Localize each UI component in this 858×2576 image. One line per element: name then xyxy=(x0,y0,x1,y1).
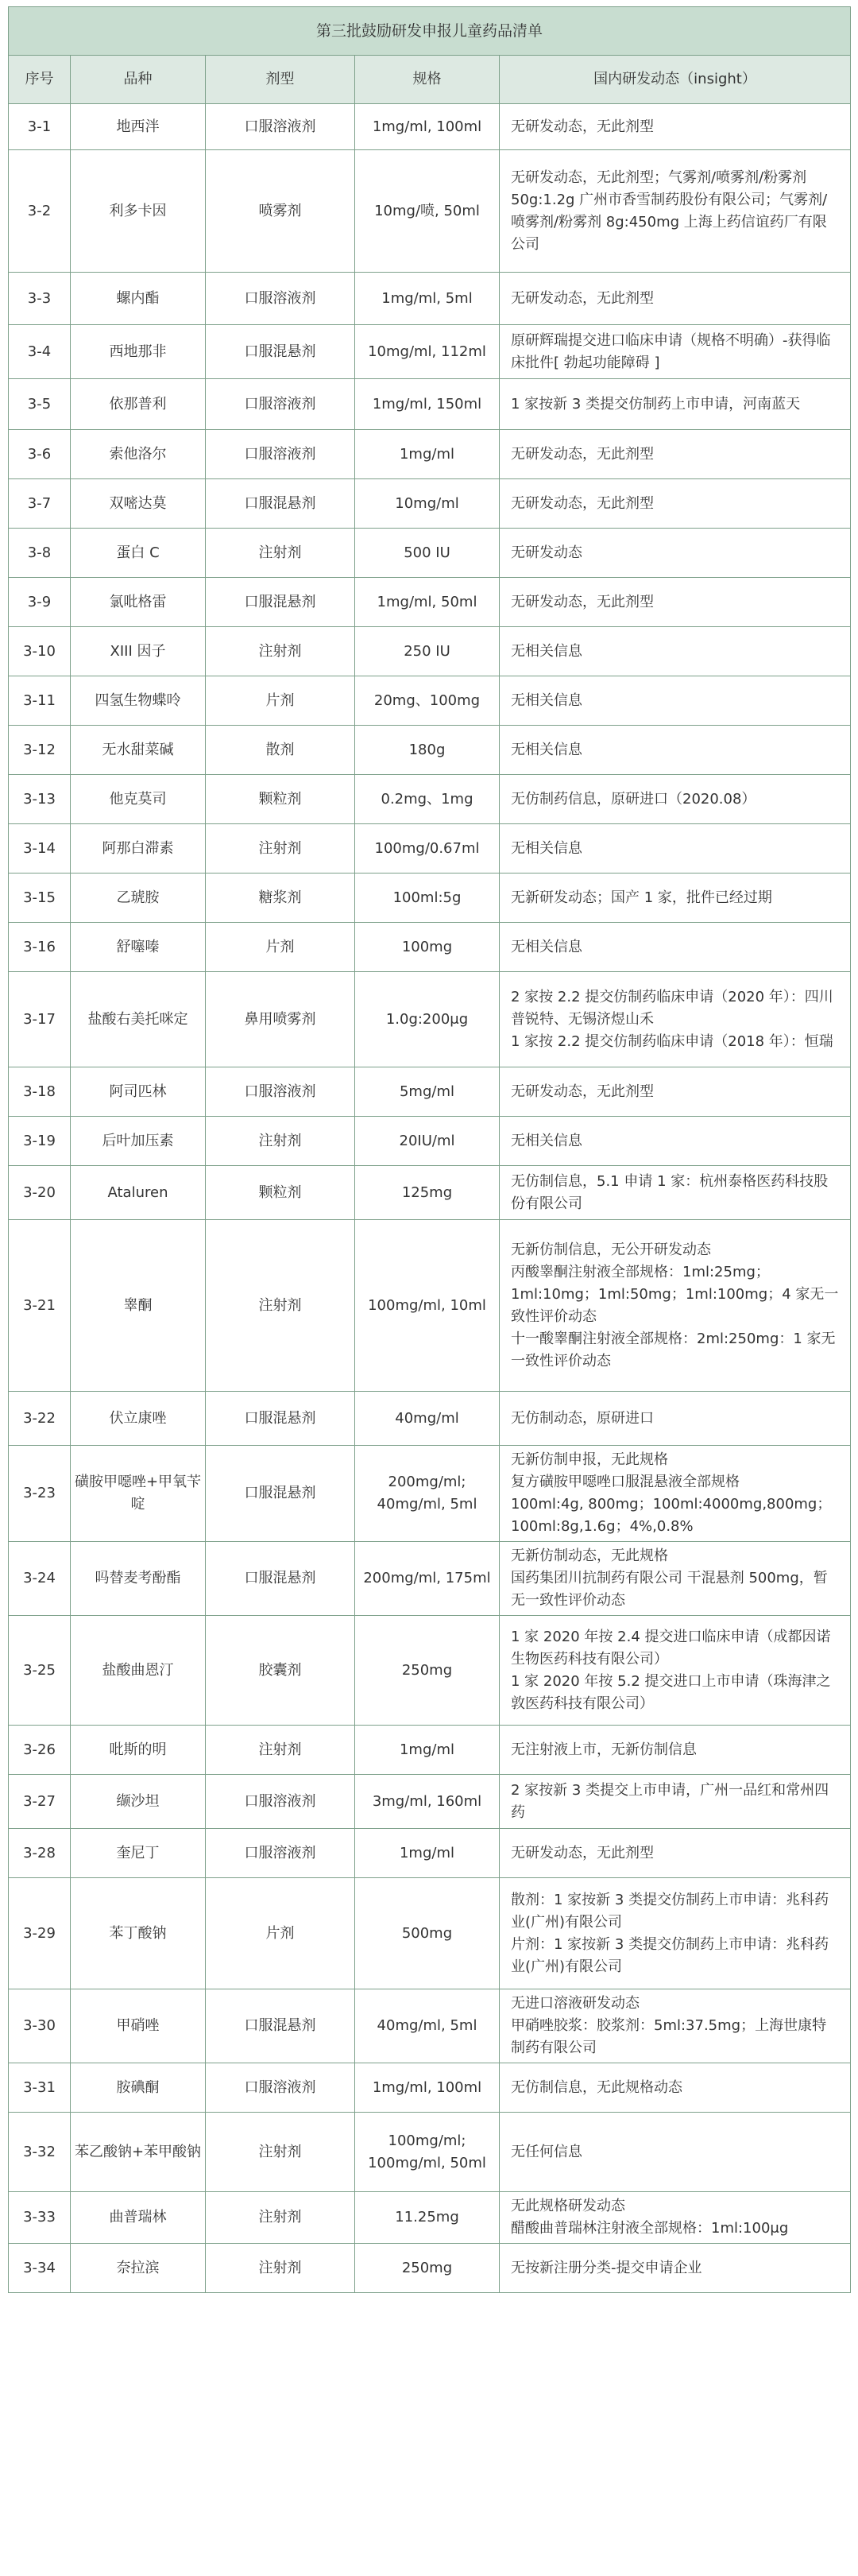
cell-spec: 1.0g:200μg xyxy=(355,972,500,1067)
cell-name: 西地那非 xyxy=(71,325,206,379)
table-row xyxy=(9,1220,851,1392)
cell-form: 散剂 xyxy=(206,726,355,775)
cell-name: 苯乙酸钠+苯甲酸钠 xyxy=(71,2113,206,2192)
cell-insight xyxy=(500,2113,851,2192)
cell-name: 乙琥胺 xyxy=(71,874,206,923)
insight-line: 无相关信息 xyxy=(511,839,582,857)
cell-id: 3-23 xyxy=(9,1446,71,1542)
cell-id: 3-9 xyxy=(9,578,71,627)
cell-id: 3-32 xyxy=(9,2113,71,2192)
cell-insight xyxy=(500,578,851,627)
cell-spec: 3mg/ml, 160ml xyxy=(355,1775,500,1829)
insight-line: 无注射液上市，无新仿制信息 xyxy=(511,1741,697,1758)
cell-name: 苯丁酸钠 xyxy=(71,1878,206,1989)
table-row xyxy=(9,1117,851,1166)
cell-spec: 1mg/ml xyxy=(355,1726,500,1775)
insight-line: 无新仿制信息，无公开研发动态 xyxy=(511,1241,711,1258)
cell-form: 胶囊剂 xyxy=(206,1616,355,1726)
cell-form: 口服混悬剂 xyxy=(206,479,355,529)
cell-id: 3-7 xyxy=(9,479,71,529)
insight-line: 无进口溶液研发动态 xyxy=(511,1995,640,2012)
table-body xyxy=(9,104,851,2293)
table-row xyxy=(9,627,851,676)
cell-name: 蛋白 C xyxy=(71,529,206,578)
cell-insight xyxy=(500,1829,851,1878)
cell-spec: 1mg/ml, 100ml xyxy=(355,2063,500,2113)
cell-id: 3-18 xyxy=(9,1067,71,1117)
cell-id: 3-12 xyxy=(9,726,71,775)
insight-line: 无研发动态，无此剂型；气雾剂/喷雾剂/粉雾剂 50g:1.2g 广州市香雪制药股份有限公司；气雾剂/喷雾剂/粉雾剂 8g:450mg 上海上药信谊药厂有限公司 xyxy=(511,169,828,253)
insight-line: 无此规格研发动态 xyxy=(511,2198,625,2214)
table-row xyxy=(9,1989,851,2063)
table-row xyxy=(9,824,851,874)
insight-line: 无研发动态，无此剂型 xyxy=(511,118,654,135)
cell-insight xyxy=(500,874,851,923)
table-row xyxy=(9,479,851,529)
cell-name: 奈拉滨 xyxy=(71,2244,206,2293)
cell-form: 喷雾剂 xyxy=(206,150,355,273)
header-id: 序号 xyxy=(9,56,71,104)
cell-insight xyxy=(500,430,851,479)
header-insight: 国内研发动态（insight） xyxy=(500,56,851,104)
cell-spec: 40mg/ml xyxy=(355,1392,500,1446)
cell-spec: 180g xyxy=(355,726,500,775)
table-row xyxy=(9,1878,851,1989)
cell-insight xyxy=(500,1392,851,1446)
cell-name: 地西泮 xyxy=(71,104,206,150)
cell-spec: 5mg/ml xyxy=(355,1067,500,1117)
cell-form: 口服溶液剂 xyxy=(206,379,355,430)
cell-name: 伏立康唑 xyxy=(71,1392,206,1446)
insight-line: 散剂：1 家按新 3 类提交仿制药上市申请：兆科药业(广州)有限公司 xyxy=(511,1891,829,1931)
cell-spec: 200mg/ml; 40mg/ml, 5ml xyxy=(355,1446,500,1542)
cell-name: 四氢生物蝶呤 xyxy=(71,676,206,726)
cell-id: 3-15 xyxy=(9,874,71,923)
cell-name: 曲普瑞林 xyxy=(71,2192,206,2244)
table-row xyxy=(9,923,851,972)
cell-id: 3-27 xyxy=(9,1775,71,1829)
cell-spec: 250mg xyxy=(355,2244,500,2293)
table-row xyxy=(9,1166,851,1220)
cell-id: 3-21 xyxy=(9,1220,71,1392)
cell-name: 盐酸曲恩汀 xyxy=(71,1616,206,1726)
cell-form: 注射剂 xyxy=(206,1220,355,1392)
cell-id: 3-1 xyxy=(9,104,71,150)
cell-insight xyxy=(500,775,851,824)
cell-id: 3-29 xyxy=(9,1878,71,1989)
cell-id: 3-24 xyxy=(9,1542,71,1616)
table-row xyxy=(9,1067,851,1117)
cell-name: 甲硝唑 xyxy=(71,1989,206,2063)
cell-spec: 125mg xyxy=(355,1166,500,1220)
cell-form: 片剂 xyxy=(206,1878,355,1989)
table-row xyxy=(9,150,851,273)
cell-id: 3-6 xyxy=(9,430,71,479)
insight-line: 十一酸睾酮注射液全部规格：2ml:250mg：1 家无一致性评价动态 xyxy=(511,1330,836,1369)
cell-name: 利多卡因 xyxy=(71,150,206,273)
insight-line: 无新仿制动态，无此规格 xyxy=(511,1548,668,1564)
cell-insight xyxy=(500,1117,851,1166)
cell-id: 3-34 xyxy=(9,2244,71,2293)
insight-line: 无新仿制申报，无此规格 xyxy=(511,1451,668,1468)
cell-insight xyxy=(500,676,851,726)
cell-name: 胺碘酮 xyxy=(71,2063,206,2113)
table-row xyxy=(9,1726,851,1775)
cell-id: 3-30 xyxy=(9,1989,71,2063)
insight-line: 100ml:4g, 800mg；100ml:4000mg,800mg；100ml:8g,1.6g；4%,0.8% xyxy=(511,1496,832,1535)
insight-line: 1 家按新 3 类提交仿制药上市申请，河南蓝天 xyxy=(511,395,801,413)
cell-form: 注射剂 xyxy=(206,1726,355,1775)
cell-form: 口服溶液剂 xyxy=(206,1775,355,1829)
cell-spec: 1mg/ml, 50ml xyxy=(355,578,500,627)
cell-spec: 500 IU xyxy=(355,529,500,578)
cell-insight xyxy=(500,923,851,972)
cell-form: 口服混悬剂 xyxy=(206,325,355,379)
cell-spec: 1mg/ml xyxy=(355,1829,500,1878)
cell-insight xyxy=(500,972,851,1067)
cell-insight xyxy=(500,824,851,874)
cell-form: 口服溶液剂 xyxy=(206,1829,355,1878)
cell-insight xyxy=(500,2244,851,2293)
cell-form: 口服混悬剂 xyxy=(206,1542,355,1616)
drug-list-table xyxy=(8,6,851,2293)
insight-line: 1 家按 2.2 提交仿制药临床申请（2018 年）：恒瑞 xyxy=(511,1032,833,1050)
cell-spec: 100mg xyxy=(355,923,500,972)
insight-line: 无相关信息 xyxy=(511,1132,582,1149)
cell-insight xyxy=(500,1067,851,1117)
cell-spec: 200mg/ml, 175ml xyxy=(355,1542,500,1616)
cell-id: 3-13 xyxy=(9,775,71,824)
cell-spec: 20IU/ml xyxy=(355,1117,500,1166)
table-row xyxy=(9,529,851,578)
cell-name: 奎尼丁 xyxy=(71,1829,206,1878)
cell-insight xyxy=(500,325,851,379)
insight-line: 无研发动态，无此剂型 xyxy=(511,445,654,463)
insight-line: 2 家按 2.2 提交仿制药临床申请（2020 年）：四川普锐特、无锡济煜山禾 xyxy=(511,988,833,1028)
insight-line: 无新研发动态；国产 1 家，批件已经过期 xyxy=(511,889,772,906)
table-header-row xyxy=(9,56,851,104)
cell-id: 3-26 xyxy=(9,1726,71,1775)
cell-form: 注射剂 xyxy=(206,824,355,874)
cell-form: 鼻用喷雾剂 xyxy=(206,972,355,1067)
cell-insight xyxy=(500,726,851,775)
insight-line: 无仿制信息，无此规格动态 xyxy=(511,2078,682,2096)
cell-form: 糖浆剂 xyxy=(206,874,355,923)
header-spec: 规格 xyxy=(355,56,500,104)
table-row xyxy=(9,1775,851,1829)
cell-spec: 250 IU xyxy=(355,627,500,676)
cell-insight xyxy=(500,150,851,273)
cell-insight xyxy=(500,479,851,529)
cell-name: 他克莫司 xyxy=(71,775,206,824)
insight-line: 无相关信息 xyxy=(511,938,582,955)
table-row xyxy=(9,325,851,379)
cell-id: 3-3 xyxy=(9,273,71,325)
cell-spec: 1mg/ml, 100ml xyxy=(355,104,500,150)
cell-spec: 1mg/ml xyxy=(355,430,500,479)
cell-insight xyxy=(500,2063,851,2113)
cell-id: 3-17 xyxy=(9,972,71,1067)
cell-form: 片剂 xyxy=(206,923,355,972)
cell-insight xyxy=(500,529,851,578)
table-row xyxy=(9,874,851,923)
cell-name: 双嘧达莫 xyxy=(71,479,206,529)
insight-line: 片剂：1 家按新 3 类提交仿制药上市申请：兆科药业(广州)有限公司 xyxy=(511,1935,829,1975)
cell-name: 无水甜菜碱 xyxy=(71,726,206,775)
table-row xyxy=(9,1392,851,1446)
cell-insight xyxy=(500,1989,851,2063)
insight-line: 无研发动态，无此剂型 xyxy=(511,1083,654,1100)
insight-line: 原研辉瑞提交进口临床申请（规格不明确）-获得临床批件[ 勃起功能障碍 ] xyxy=(511,331,831,371)
document-page xyxy=(8,6,850,2293)
cell-form: 口服混悬剂 xyxy=(206,1446,355,1542)
cell-insight xyxy=(500,627,851,676)
insight-line: 无研发动态，无此剂型 xyxy=(511,593,654,610)
table-row xyxy=(9,2192,851,2244)
cell-name: 缬沙坦 xyxy=(71,1775,206,1829)
insight-line: 甲硝唑胶浆：胶浆剂：5ml:37.5mg；上海世康特制药有限公司 xyxy=(511,2017,827,2056)
cell-form: 注射剂 xyxy=(206,1117,355,1166)
insight-line: 无仿制药信息，原研进口（2020.08） xyxy=(511,790,756,808)
cell-id: 3-28 xyxy=(9,1829,71,1878)
cell-form: 口服溶液剂 xyxy=(206,2063,355,2113)
cell-id: 3-11 xyxy=(9,676,71,726)
cell-form: 口服溶液剂 xyxy=(206,1067,355,1117)
cell-name: 盐酸右美托咪定 xyxy=(71,972,206,1067)
cell-form: 注射剂 xyxy=(206,2244,355,2293)
table-row xyxy=(9,2113,851,2192)
cell-name: 阿那白滞素 xyxy=(71,824,206,874)
table-row xyxy=(9,676,851,726)
cell-insight xyxy=(500,1446,851,1542)
cell-id: 3-33 xyxy=(9,2192,71,2244)
insight-line: 1 家 2020 年按 2.4 提交进口临床申请（成都因诺生物医药科技有限公司） xyxy=(511,1628,831,1668)
cell-form: 口服混悬剂 xyxy=(206,578,355,627)
cell-name: 后叶加压素 xyxy=(71,1117,206,1166)
cell-insight xyxy=(500,379,851,430)
header-name: 品种 xyxy=(71,56,206,104)
insight-line: 无仿制动态，原研进口 xyxy=(511,1409,654,1427)
cell-insight xyxy=(500,1726,851,1775)
table-row xyxy=(9,2063,851,2113)
cell-name: 索他洛尔 xyxy=(71,430,206,479)
cell-spec: 1mg/ml, 150ml xyxy=(355,379,500,430)
cell-id: 3-8 xyxy=(9,529,71,578)
cell-id: 3-19 xyxy=(9,1117,71,1166)
insight-line: 无研发动态，无此剂型 xyxy=(511,289,654,307)
cell-spec: 100mg/ml; 100mg/ml, 50ml xyxy=(355,2113,500,2192)
cell-spec: 0.2mg、1mg xyxy=(355,775,500,824)
cell-id: 3-14 xyxy=(9,824,71,874)
cell-spec: 100mg/0.67ml xyxy=(355,824,500,874)
table-row xyxy=(9,379,851,430)
table-row xyxy=(9,104,851,150)
cell-form: 片剂 xyxy=(206,676,355,726)
cell-insight xyxy=(500,273,851,325)
insight-line: 1 家 2020 年按 5.2 提交进口上市申请（珠海津之敦医药科技有限公司） xyxy=(511,1672,831,1712)
insight-line: 无研发动态，无此剂型 xyxy=(511,1844,654,1861)
cell-id: 3-22 xyxy=(9,1392,71,1446)
insight-line: 无任何信息 xyxy=(511,2143,582,2160)
cell-insight xyxy=(500,1878,851,1989)
cell-name: 吗替麦考酚酯 xyxy=(71,1542,206,1616)
cell-insight xyxy=(500,104,851,150)
cell-id: 3-10 xyxy=(9,627,71,676)
table-row xyxy=(9,1542,851,1616)
cell-name: 磺胺甲噁唑+甲氧苄啶 xyxy=(71,1446,206,1542)
insight-line: 无按新注册分类-提交申请企业 xyxy=(511,2259,702,2276)
cell-name: 吡斯的明 xyxy=(71,1726,206,1775)
insight-line: 无研发动态，无此剂型 xyxy=(511,494,654,512)
table-row xyxy=(9,1829,851,1878)
cell-name: 螺内酯 xyxy=(71,273,206,325)
insight-line: 2 家按新 3 类提交上市申请，广州一品红和常州四药 xyxy=(511,1781,829,1821)
cell-spec: 250mg xyxy=(355,1616,500,1726)
cell-id: 3-16 xyxy=(9,923,71,972)
cell-insight xyxy=(500,2192,851,2244)
table-row xyxy=(9,775,851,824)
cell-insight xyxy=(500,1775,851,1829)
cell-name: XIII 因子 xyxy=(71,627,206,676)
table-row xyxy=(9,726,851,775)
cell-form: 颗粒剂 xyxy=(206,775,355,824)
insight-line: 醋酸曲普瑞林注射液全部规格：1ml:100μg xyxy=(511,2220,789,2237)
insight-line: 丙酸睾酮注射液全部规格：1ml:25mg；1ml:10mg；1ml:50mg；1ml:100mg；4 家无一致性评价动态 xyxy=(511,1263,839,1325)
cell-id: 3-20 xyxy=(9,1166,71,1220)
cell-form: 口服混悬剂 xyxy=(206,1989,355,2063)
cell-spec: 10mg/ml, 112ml xyxy=(355,325,500,379)
cell-name: 阿司匹林 xyxy=(71,1067,206,1117)
cell-id: 3-4 xyxy=(9,325,71,379)
cell-form: 注射剂 xyxy=(206,627,355,676)
cell-name: 舒噻嗪 xyxy=(71,923,206,972)
cell-insight xyxy=(500,1220,851,1392)
insight-line: 无相关信息 xyxy=(511,642,582,660)
cell-spec: 100mg/ml, 10ml xyxy=(355,1220,500,1392)
cell-form: 口服混悬剂 xyxy=(206,1392,355,1446)
insight-line: 无仿制信息，5.1 申请 1 家：杭州泰格医药科技股份有限公司 xyxy=(511,1172,829,1212)
insight-line: 国药集团川抗制药有限公司 干混悬剂 500mg，暂无一致性评价动态 xyxy=(511,1570,828,1609)
cell-form: 口服溶液剂 xyxy=(206,104,355,150)
cell-spec: 10mg/喷, 50ml xyxy=(355,150,500,273)
table-row xyxy=(9,578,851,627)
table-row xyxy=(9,1616,851,1726)
cell-spec: 1mg/ml, 5ml xyxy=(355,273,500,325)
table-row xyxy=(9,273,851,325)
insight-line: 复方磺胺甲噁唑口服混悬液全部规格 xyxy=(511,1474,740,1490)
cell-name: Ataluren xyxy=(71,1166,206,1220)
table-row xyxy=(9,430,851,479)
table-row xyxy=(9,2244,851,2293)
table-row xyxy=(9,972,851,1067)
cell-name: 氯吡格雷 xyxy=(71,578,206,627)
cell-spec: 10mg/ml xyxy=(355,479,500,529)
cell-spec: 11.25mg xyxy=(355,2192,500,2244)
cell-id: 3-2 xyxy=(9,150,71,273)
cell-id: 3-5 xyxy=(9,379,71,430)
insight-line: 无研发动态 xyxy=(511,544,582,561)
cell-form: 口服溶液剂 xyxy=(206,273,355,325)
cell-form: 颗粒剂 xyxy=(206,1166,355,1220)
cell-form: 注射剂 xyxy=(206,529,355,578)
insight-line: 无相关信息 xyxy=(511,691,582,709)
cell-insight xyxy=(500,1542,851,1616)
cell-name: 依那普利 xyxy=(71,379,206,430)
cell-spec: 500mg xyxy=(355,1878,500,1989)
cell-form: 注射剂 xyxy=(206,2113,355,2192)
cell-insight xyxy=(500,1166,851,1220)
cell-spec: 20mg、100mg xyxy=(355,676,500,726)
cell-form: 注射剂 xyxy=(206,2192,355,2244)
cell-spec: 40mg/ml, 5ml xyxy=(355,1989,500,2063)
header-form: 剂型 xyxy=(206,56,355,104)
cell-form: 口服溶液剂 xyxy=(206,430,355,479)
table-title: 第三批鼓励研发申报儿童药品清单 xyxy=(9,7,851,56)
table-row xyxy=(9,1446,851,1542)
cell-id: 3-25 xyxy=(9,1616,71,1726)
cell-insight xyxy=(500,1616,851,1726)
insight-line: 无相关信息 xyxy=(511,741,582,758)
cell-name: 睾酮 xyxy=(71,1220,206,1392)
cell-spec: 100ml:5g xyxy=(355,874,500,923)
table-title-row xyxy=(9,7,851,56)
cell-id: 3-31 xyxy=(9,2063,71,2113)
